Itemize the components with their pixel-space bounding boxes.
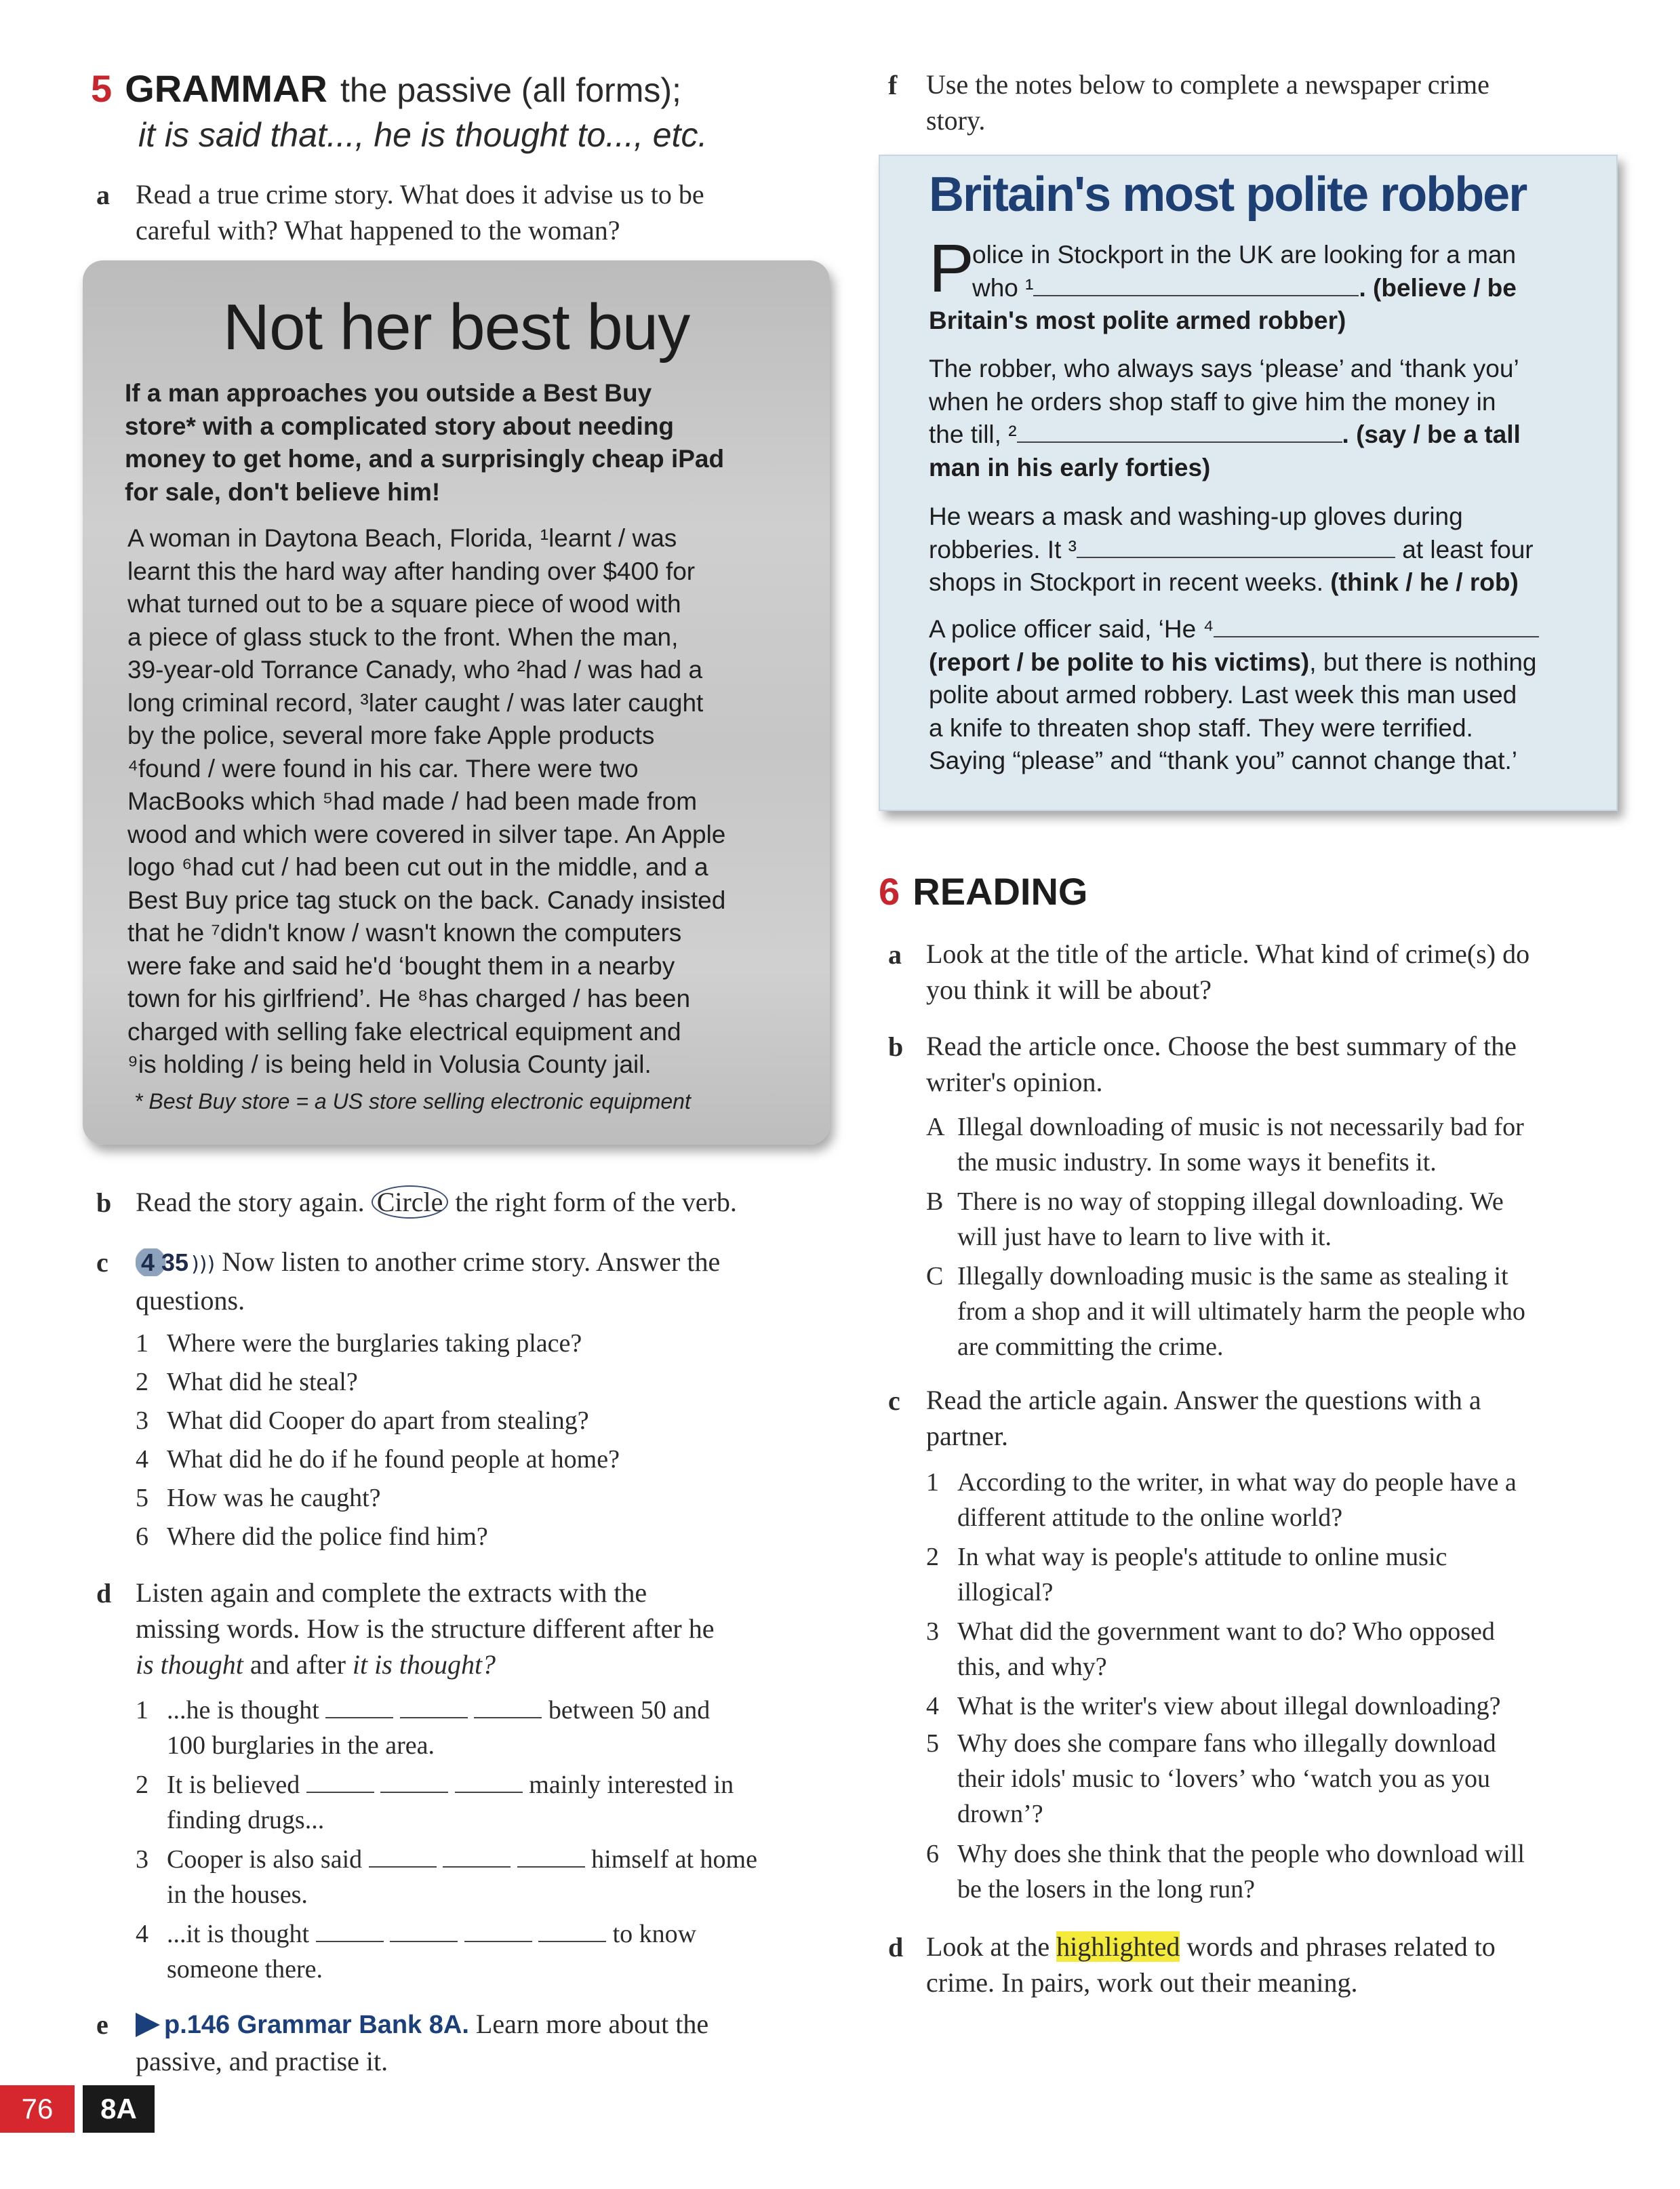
blank-field[interactable]	[1033, 275, 1359, 296]
text-line: ⁴found / were found in his car. There were two	[127, 754, 639, 783]
blank-field[interactable]	[306, 1771, 374, 1793]
text-line: a knife to threaten shop staff. They were terrified.	[929, 713, 1473, 742]
section-label: READING	[913, 870, 1088, 913]
text-span: the right form of the verb.	[455, 1187, 737, 1217]
text-span: is thought	[136, 1649, 243, 1680]
text-line: Saying “please” and “thank you” cannot change that.’	[929, 747, 1518, 774]
article-body	[127, 522, 812, 1082]
text-line: ⁹is holding / is being held in Volusia County jail.	[127, 1050, 652, 1078]
question-5d	[136, 1575, 881, 1682]
text-line: Read the article again. Answer the questions with a	[926, 1385, 1481, 1415]
article-paragraph-2	[929, 353, 1600, 484]
text-line: Read a true crime story. What does it advise us to be	[136, 179, 704, 210]
question-5a	[136, 176, 847, 248]
summary-option-a[interactable]: A Illegal downloading of music is not necessarily bad for the music industry. In some ways it benefits it.	[926, 1113, 1524, 1177]
text-line: Use the notes below to complete a newspaper crime	[926, 69, 1489, 100]
unit-label: 8A	[83, 2085, 155, 2133]
section-title-line2: it is said that..., he is thought to..., etc.	[138, 116, 708, 154]
summary-option-c[interactable]: C Illegally downloading music is the same as stealing it from a shop and it will ultimately harm the people who are committing the crime.	[926, 1262, 1525, 1361]
text-line: Best Buy price tag stuck on the back. Canady insisted	[127, 886, 726, 914]
blank-field[interactable]	[369, 1846, 437, 1868]
article-paragraph-3	[929, 500, 1600, 599]
question-5b	[136, 1184, 881, 1220]
text-line: Read the article once. Choose the best summary of the	[926, 1031, 1517, 1061]
blank-field[interactable]	[455, 1771, 523, 1793]
text-span: shops in Stockport in recent weeks.	[929, 568, 1324, 596]
text-line: A woman in Daytona Beach, Florida, ¹learnt / was	[127, 524, 677, 552]
article-intro	[125, 377, 809, 509]
text-line: He wears a mask and washing-up gloves during	[929, 502, 1463, 530]
text-line: man in his early forties)	[929, 453, 1211, 481]
extract-item: 3 Cooper is also said himself at home in the houses.	[136, 1845, 757, 1909]
article-title: Britain's most polite robber	[929, 167, 1527, 222]
question-5f	[926, 66, 1631, 138]
question-letter: d	[96, 1578, 112, 1609]
blank-field[interactable]	[464, 1920, 532, 1942]
blank-field[interactable]	[380, 1771, 448, 1793]
list-item: 3 What did Cooper do apart from stealing?	[136, 1406, 589, 1435]
text-span: Now listen to another crime story. Answer the	[222, 1246, 721, 1277]
question-5e	[136, 2006, 881, 2079]
extract-item: 4 ...it is thought to know someone there.	[136, 1920, 697, 1984]
text-span: words and phrases related to	[1186, 1931, 1496, 1962]
summary-option-b[interactable]: B There is no way of stopping illegal downloading. We will just have to learn to live with it.	[926, 1187, 1504, 1251]
list-item: 5 How was he caught?	[136, 1484, 381, 1512]
blank-field[interactable]	[538, 1920, 606, 1942]
page-number: 76	[0, 2085, 75, 2133]
text-line: you think it will be about?	[926, 974, 1212, 1005]
text-span: , but there is nothing	[1309, 648, 1537, 676]
blank-field[interactable]	[390, 1920, 458, 1942]
text-line: for sale, don't believe him!	[125, 477, 441, 506]
blank-field[interactable]	[1017, 421, 1342, 443]
text-line: careful with? What happened to the woman?	[136, 215, 620, 245]
text-span: who ¹	[972, 273, 1034, 302]
list-item: 6 Why does she think that the people who download will be the losers in the long run?	[926, 1840, 1525, 1904]
list-item: 2 In what way is people's attitude to online music illogical?	[926, 1543, 1447, 1606]
text-line: polite about armed robbery. Last week this man used	[929, 681, 1517, 709]
section-number: 5	[91, 67, 113, 110]
text-span: (report / be polite to his victims)	[929, 648, 1310, 676]
question-letter: f	[888, 70, 898, 100]
text-line: passive, and practise it.	[136, 2046, 388, 2076]
text-span: at least four	[1402, 535, 1534, 564]
blank-field[interactable]	[1077, 536, 1395, 558]
text-line: money to get home, and a surprisingly cheap iPad	[125, 445, 725, 473]
text-line: questions.	[136, 1285, 245, 1316]
text-line: a piece of glass stuck to the front. When the man,	[127, 623, 679, 651]
text-span: . (say / be a tall	[1342, 420, 1521, 448]
question-letter: e	[96, 2009, 108, 2040]
text-line: MacBooks which ⁵had made / had been made from	[127, 787, 698, 815]
text-line: partner.	[926, 1421, 1009, 1451]
list-item: 1 Where were the burglaries taking place?	[136, 1329, 582, 1358]
text-line: were fake and said he'd ‘bought them in a nearby	[127, 951, 675, 980]
question-letter: d	[888, 1932, 904, 1963]
highlighted-word: highlighted	[1056, 1931, 1180, 1962]
text-line: writer's opinion.	[926, 1067, 1103, 1097]
question-letter: b	[888, 1031, 904, 1062]
section-5-heading	[91, 66, 837, 111]
blank-field[interactable]	[325, 1697, 393, 1718]
blank-field[interactable]	[400, 1697, 468, 1718]
list-item: 3 What did the government want to do? Who opposed this, and why?	[926, 1617, 1495, 1681]
text-line: Britain's most polite armed robber)	[929, 307, 1346, 334]
question-letter: c	[96, 1247, 108, 1278]
section-6-heading	[879, 869, 1087, 913]
question-letter: a	[888, 939, 902, 970]
text-span: it is thought?	[352, 1649, 496, 1680]
text-span: Learn more about the	[475, 2009, 709, 2039]
text-line: If a man approaches you outside a Best Buy	[125, 379, 652, 407]
text-line: store* with a complicated story about needing	[125, 412, 675, 440]
list-item: 1 According to the writer, in what way do people have a different attitude to the online world?	[926, 1468, 1517, 1532]
drop-cap: P	[929, 231, 974, 307]
blank-field[interactable]	[316, 1920, 384, 1942]
text-span: . (believe / be	[1359, 273, 1517, 302]
text-line: charged with selling fake electrical equipment and	[127, 1017, 681, 1046]
blank-field[interactable]	[443, 1846, 511, 1868]
extract-item: 2 It is believed mainly interested in finding drugs...	[136, 1771, 734, 1834]
question-5c	[136, 1244, 881, 1318]
text-line: logo ⁶had cut / had been cut out in the middle, and a	[127, 853, 708, 881]
question-6c	[926, 1382, 1645, 1454]
text-span: the till, ²	[929, 420, 1017, 448]
question-letter: b	[96, 1187, 112, 1218]
question-6a	[926, 936, 1645, 1008]
section-title-line1: the passive (all forms);	[340, 71, 681, 109]
article-paragraph-4	[929, 613, 1600, 778]
extract-item: 1 ...he is thought between 50 and 100 burglaries in the area.	[136, 1696, 711, 1760]
grammar-bank-link[interactable]: p.146 Grammar Bank 8A.	[164, 2011, 469, 2039]
list-item: 4 What is the writer's view about illegal downloading?	[926, 1692, 1501, 1720]
text-line: story.	[926, 105, 986, 136]
text-line: wood and which were covered in silver tape. An Apple	[127, 820, 726, 848]
text-line: 39-year-old Torrance Canady, who ²had / was had a	[127, 656, 703, 684]
article-paragraph-1	[929, 231, 1600, 338]
text-line: The robber, who always says ‘please’ and ‘thank you’	[929, 355, 1519, 382]
text-line: Listen again and complete the extracts with the	[136, 1577, 647, 1608]
text-line: that he ⁷didn't know / wasn't known the computers	[127, 919, 682, 947]
text-line: what turned out to be a square piece of wood with	[127, 590, 681, 618]
list-item: 2 What did he steal?	[136, 1368, 358, 1396]
question-letter: c	[888, 1385, 900, 1416]
list-item: 6 Where did the police find him?	[136, 1522, 488, 1551]
blank-field[interactable]	[517, 1846, 585, 1868]
text-line: by the police, several more fake Apple products	[127, 722, 655, 749]
blank-field[interactable]	[474, 1697, 542, 1718]
article-footnote: * Best Buy store = a US store selling electronic equipment	[134, 1089, 691, 1113]
text-line: town for his girlfriend’. He ⁸has charged / has been	[127, 985, 691, 1012]
audio-track-icon[interactable]: 4 35	[136, 1248, 191, 1276]
text-line: long criminal record, ³later caught / was later caught	[127, 688, 704, 717]
text-line: crime. In pairs, work out their meaning.	[926, 1967, 1358, 1998]
blank-field[interactable]	[1214, 616, 1539, 637]
text-span: Look at the	[926, 1931, 1050, 1962]
question-6d	[926, 1929, 1645, 2000]
list-item: 5 Why does she compare fans who illegally download their idols' music to ‘lovers’ who ‘watch you as you drown’?	[926, 1729, 1496, 1828]
sound-waves-icon: )))	[191, 1253, 216, 1276]
section-number: 6	[879, 870, 900, 913]
text-line: missing words. How is the structure different after he	[136, 1613, 715, 1644]
text-line: learnt this the hard way after handing over $400 for	[127, 557, 696, 585]
text-span: (think / he / rob)	[1330, 568, 1519, 596]
list-item: 4 What did he do if he found people at home?	[136, 1445, 620, 1474]
article-title: Not her best buy	[222, 291, 690, 363]
arrow-icon	[136, 2013, 160, 2037]
text-line: olice in Stockport in the UK are looking for a man	[972, 241, 1517, 269]
text-span: A police officer said, ‘He ⁴	[929, 615, 1214, 643]
text-span: Read the story again.	[136, 1187, 365, 1217]
question-6b	[926, 1028, 1645, 1100]
section-label: GRAMMAR	[125, 67, 327, 110]
circle-word: Circle	[372, 1185, 449, 1219]
text-span: and after	[249, 1649, 346, 1680]
text-line: when he orders shop staff to give him the money in	[929, 387, 1496, 416]
text-span: robberies. It ³	[929, 535, 1077, 564]
question-letter: a	[96, 180, 110, 210]
text-line: Look at the title of the article. What kind of crime(s) do	[926, 939, 1530, 969]
